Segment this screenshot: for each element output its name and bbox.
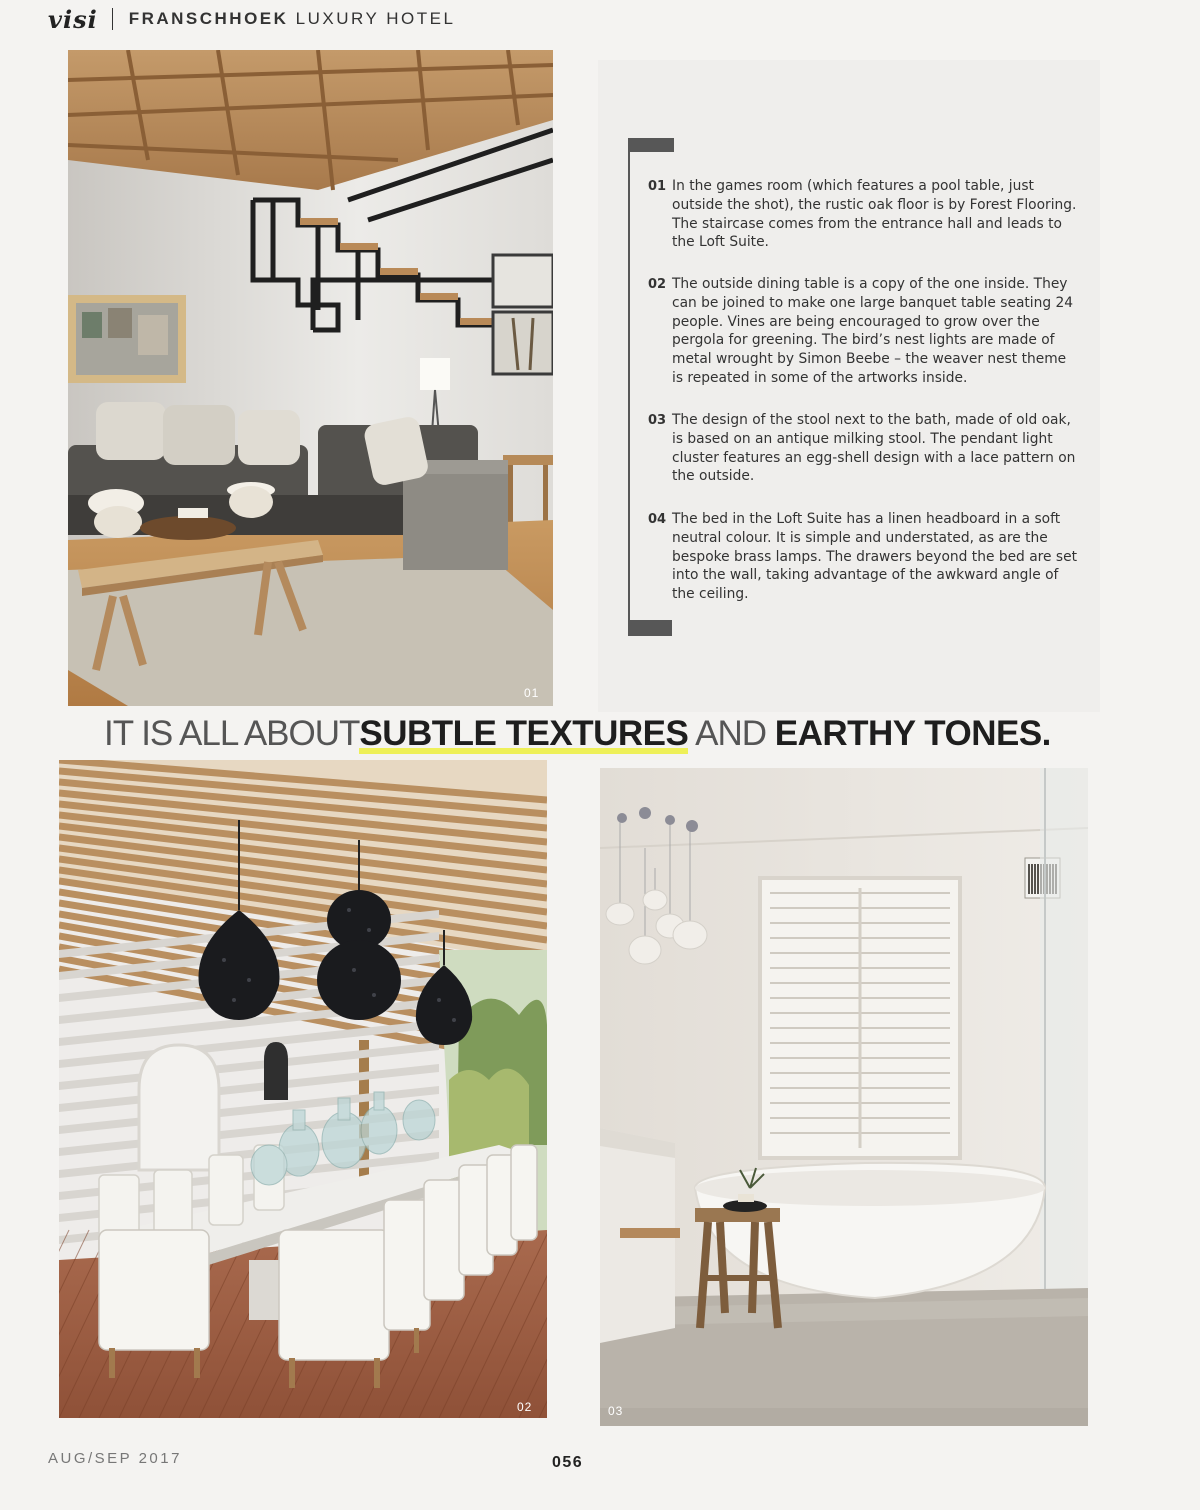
- photo-games-room: [68, 50, 553, 706]
- issue-date: AUG/SEP 2017: [48, 1450, 182, 1467]
- pull-quote: [104, 714, 1051, 764]
- bathroom-illustration: [600, 768, 1088, 1426]
- pull-quote-highlight: SUBTLE TEXTURES: [359, 714, 689, 753]
- caption-bracket-top: [628, 138, 674, 152]
- photo-number: 03: [608, 1404, 624, 1418]
- games-room-illustration: [68, 50, 553, 706]
- caption-number: 01: [648, 179, 667, 194]
- photo-number: 01: [524, 686, 540, 700]
- caption-text: In the games room (which features a pool table, just outside the shot), the rustic oak floor is by Forest Flooring. The staircase comes from the entrance hall and leads to the Loft Suite.: [672, 178, 1077, 251]
- pull-quote-part: IT IS ALL ABOUT: [104, 714, 360, 753]
- masthead: [48, 4, 455, 34]
- masthead-divider: [112, 8, 113, 30]
- section-title-bold: FRANSCHHOEK: [128, 9, 289, 28]
- caption-04: [648, 510, 1078, 604]
- caption-text: The bed in the Loft Suite has a linen headboard in a soft neutral colour. It is simple and understated, as are the bespoke brass lamps. The drawers beyond the bed are set into the wall, taking advantage of the awkward angle of the ceiling.: [672, 511, 1077, 603]
- page-number: 056: [552, 1454, 584, 1471]
- section-title-rest: LUXURY HOTEL: [295, 9, 456, 28]
- caption-number: 02: [648, 277, 667, 292]
- caption-02: [648, 275, 1078, 388]
- outdoor-dining-illustration: [59, 760, 547, 1418]
- caption-bracket-line: [628, 138, 630, 634]
- photo-bathroom: [600, 768, 1088, 1426]
- caption-bracket-bottom: [628, 620, 672, 636]
- caption-number: 04: [648, 512, 667, 527]
- caption-03: [648, 411, 1078, 486]
- caption-text: The outside dining table is a copy of the one inside. They can be joined to make one large banquet table seating 24 people. Vines are being encouraged to grow over the pergola for greening. The bird’s nest lights are made of metal wrought by Simon Beebe – the weaver nest theme is repeated in some of the artworks inside.: [672, 276, 1074, 386]
- pull-quote-part: AND: [688, 714, 775, 753]
- photo-number: 02: [517, 1400, 533, 1414]
- pull-quote-emphasis: EARTHY TONES.: [774, 714, 1051, 753]
- section-title: [129, 9, 456, 29]
- magazine-logo: visi: [48, 4, 98, 34]
- caption-01: [648, 177, 1078, 252]
- caption-text: The design of the stool next to the bath, made of old oak, is based on an antique milking stool. The pendant light cluster features an egg-shell design with a lace pattern on the outside.: [672, 412, 1076, 485]
- caption-number: 03: [648, 413, 667, 428]
- photo-outdoor-dining: [59, 760, 547, 1418]
